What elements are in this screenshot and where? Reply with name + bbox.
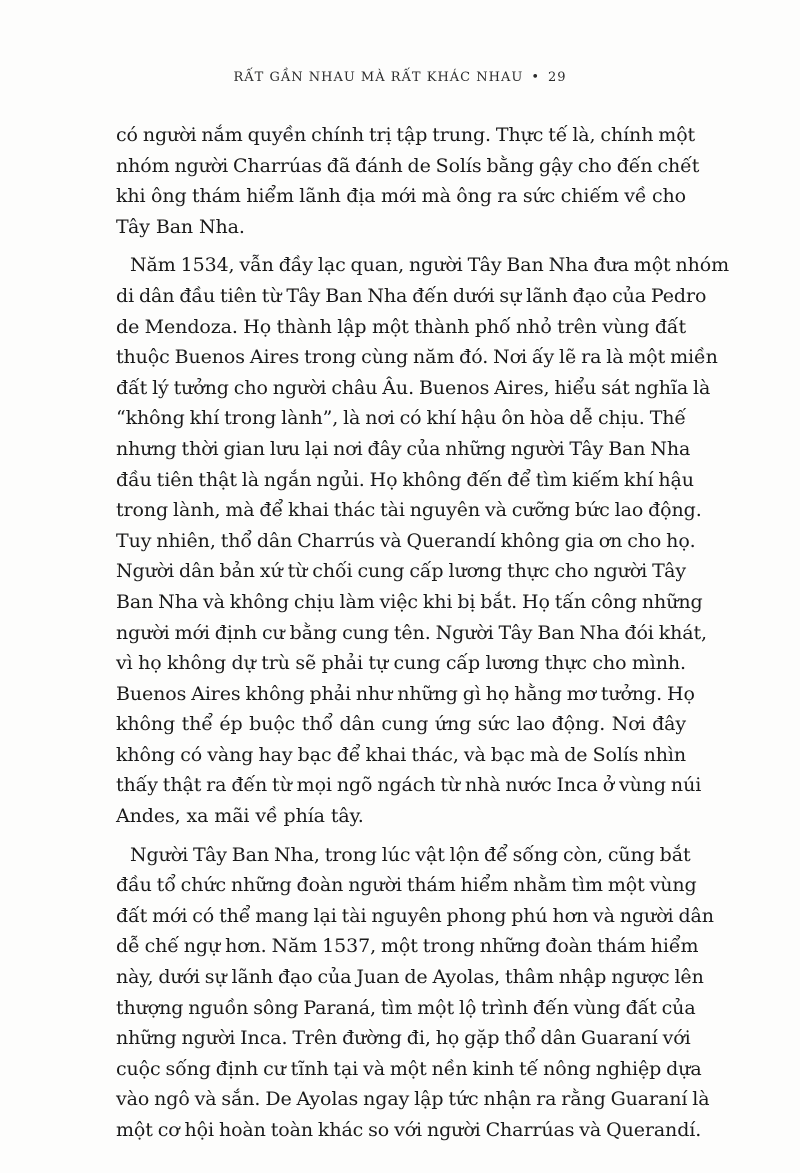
paragraph-2	[116, 250, 730, 831]
text-line: di dân đầu tiên từ Tây Ban Nha đến dưới sự lãnh đạo của Pedro	[116, 284, 707, 307]
text-line: Ban Nha và không chịu làm việc khi bị bắt. Họ tấn công những	[116, 590, 703, 613]
text-line: đầu tiên thật là ngắn ngủi. Họ không đến để tìm kiếm khí hậu	[116, 468, 694, 491]
text-line: “không khí trong lành”, là nơi có khí hậu ôn hòa dễ chịu. Thế	[116, 407, 686, 430]
text-line: vào ngô và sắn. De Ayolas ngay lập tức nhận ra rằng Guaraní là	[116, 1088, 710, 1111]
text-line: những người Inca. Trên đường đi, họ gặp thổ dân Guaraní với	[116, 1027, 691, 1050]
running-header	[0, 70, 800, 85]
text-line: người mới định cư bằng cung tên. Người Tây Ban Nha đói khát,	[116, 621, 707, 644]
running-header-title: RẤT GẦN NHAU MÀ RẤT KHÁC NHAU	[233, 70, 524, 85]
text-line: thấy thật ra đến từ mọi ngõ ngách từ nhà nước Inca ở vùng núi	[116, 774, 702, 797]
text-line: thượng nguồn sông Paraná, tìm một lộ trình đến vùng đất của	[116, 996, 696, 1019]
header-separator: •	[531, 70, 540, 85]
text-line: khi ông thám hiểm lãnh địa mới mà ông ra sức chiếm về cho	[116, 185, 686, 208]
text-line: một cơ hội hoàn toàn khác so với người Charrúas và Querandí.	[116, 1119, 702, 1141]
text-line: cuộc sống định cư tĩnh tại và một nền kinh tế nông nghiệp dựa	[116, 1057, 702, 1080]
text-line: không thể ép buộc thổ dân cung ứng sức lao động. Nơi đây	[116, 713, 686, 736]
text-line: đầu tổ chức những đoàn người thám hiểm nhằm tìm một vùng	[116, 874, 697, 897]
text-line: nhưng thời gian lưu lại nơi đây của những người Tây Ban Nha	[116, 437, 691, 460]
text-line: trong lành, mà để khai thác tài nguyên và cưỡng bức lao động.	[116, 499, 702, 522]
text-line: đất lý tưởng cho người châu Âu. Buenos Aires, hiểu sát nghĩa là	[116, 376, 711, 399]
paragraph-1	[116, 120, 700, 242]
text-line: Andes, xa mãi về phía tây.	[116, 805, 364, 828]
text-line: Tuy nhiên, thổ dân Charrús và Querandí không gia ơn cho họ.	[116, 529, 696, 552]
text-line: Người dân bản xứ từ chối cung cấp lương thực cho người Tây	[116, 560, 686, 583]
text-line: de Mendoza. Họ thành lập một thành phố nhỏ trên vùng đất	[116, 315, 686, 338]
text-line: thuộc Buenos Aires trong cùng năm đó. Nơi ấy lẽ ra là một miền	[116, 346, 718, 369]
page-number: 29	[547, 70, 567, 85]
body-text	[116, 120, 730, 1154]
text-line: nhóm người Charrúas đã đánh de Solís bằng gậy cho đến chết	[116, 154, 700, 177]
text-line: Tây Ban Nha.	[116, 215, 245, 238]
text-line: không có vàng hay bạc để khai thác, và bạc mà de Solís nhìn	[116, 743, 686, 766]
text-line: đất mới có thể mang lại tài nguyên phong phú hơn và người dân	[116, 904, 714, 927]
text-line: Người Tây Ban Nha, trong lúc vật lộn để sống còn, cũng bắt	[130, 843, 691, 866]
text-line: Năm 1534, vẫn đầy lạc quan, người Tây Ban Nha đưa một nhóm	[130, 254, 730, 277]
text-line: có người nắm quyền chính trị tập trung. Thực tế là, chính một	[116, 124, 696, 146]
text-line: dễ chế ngự hơn. Năm 1537, một trong những đoàn thám hiểm	[116, 935, 699, 958]
text-line: Buenos Aires không phải như những gì họ hằng mơ tưởng. Họ	[116, 682, 695, 705]
paragraph-3	[116, 840, 714, 1146]
text-line: này, dưới sự lãnh đạo của Juan de Ayolas, thâm nhập ngược lên	[116, 966, 704, 989]
text-line: vì họ không dự trù sẽ phải tự cung cấp lương thực cho mình.	[116, 652, 686, 675]
